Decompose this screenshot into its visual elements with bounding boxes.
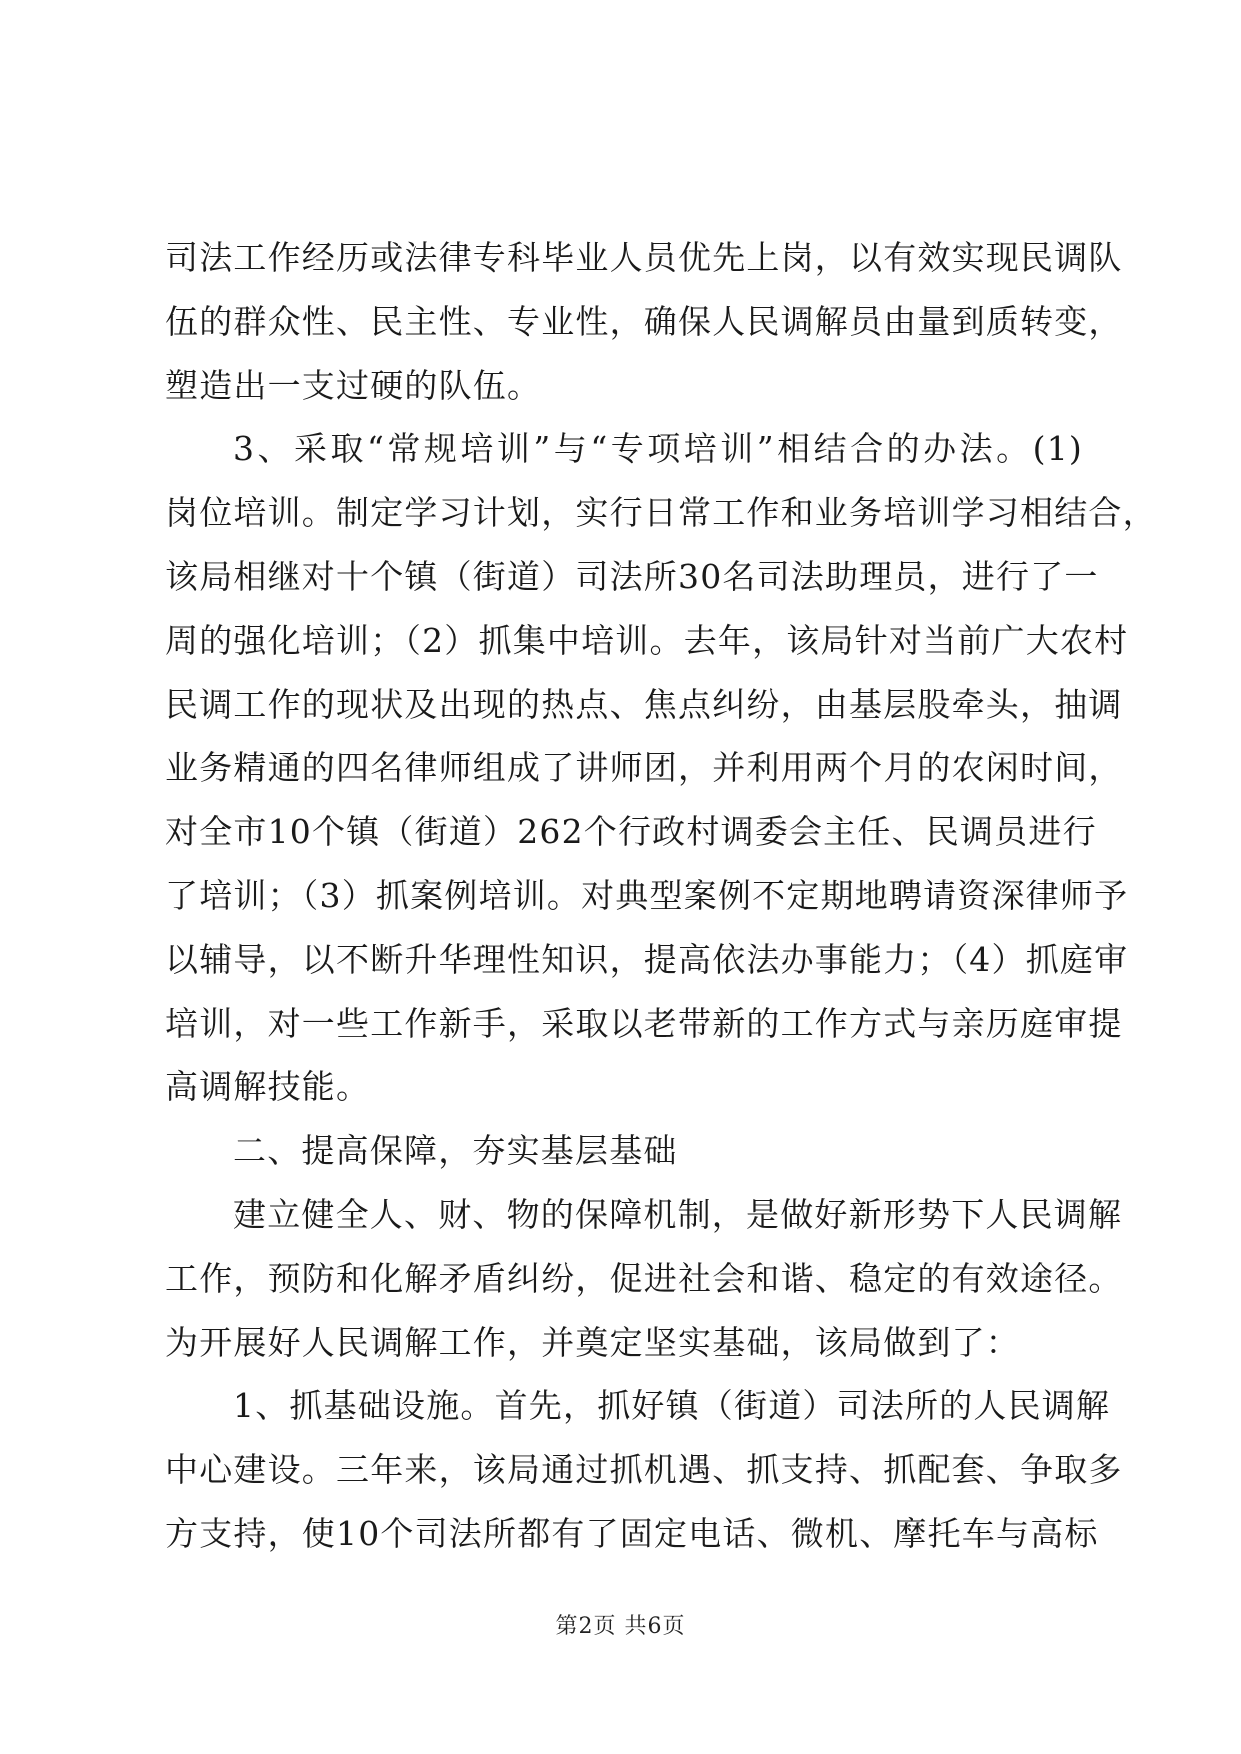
paragraph-start-line: 建立健全人、财、物的保障机制，是做好新形势下人民调解 bbox=[233, 1194, 1123, 1234]
section-heading: 二、提高保障，夯实基层基础 bbox=[233, 1131, 678, 1171]
paragraph-start-line: 3、采取“常规培训”与“专项培训”相结合的办法。(1) bbox=[233, 429, 1083, 469]
text-line: 工作，预防和化解矛盾纠纷，促进社会和谐、稳定的有效途径。 bbox=[165, 1258, 1123, 1298]
text-line: 民调工作的现状及出现的热点、焦点纠纷，由基层股牵头，抽调 bbox=[165, 684, 1123, 724]
page-number-footer: 第2页 共6页 bbox=[555, 1614, 686, 1639]
text-line: 伍的群众性、民主性、专业性，确保人民调解员由量到质转变， bbox=[165, 301, 1123, 341]
text-line: 方支持，使10个司法所都有了固定电话、微机、摩托车与高标 bbox=[165, 1513, 1099, 1553]
text-line: 岗位培训。制定学习计划，实行日常工作和业务培训学习相结合， bbox=[165, 493, 1157, 533]
text-line: 司法工作经历或法律专科毕业人员优先上岗，以有效实现民调队 bbox=[165, 238, 1123, 277]
text-line: 高调解技能。 bbox=[165, 1067, 371, 1107]
text-line: 塑造出一支过硬的队伍。 bbox=[165, 365, 542, 405]
text-line: 业务精通的四名律师组成了讲师团，并利用两个月的农闲时间， bbox=[165, 748, 1123, 788]
text-line: 为开展好人民调解工作，并奠定坚实基础，该局做到了： bbox=[165, 1322, 1020, 1362]
paragraph-start-line: 1、抓基础设施。首先，抓好镇（街道）司法所的人民调解 bbox=[233, 1386, 1111, 1426]
text-line: 以辅导，以不断升华理性知识，提高依法办事能力；（4）抓庭审 bbox=[165, 939, 1129, 979]
text-line: 了培训；（3）抓案例培训。对典型案例不定期地聘请资深律师予 bbox=[165, 875, 1129, 915]
text-line: 周的强化培训；（2）抓集中培训。去年，该局针对当前广大农村 bbox=[165, 620, 1129, 660]
document-body bbox=[165, 226, 1157, 1566]
text-line: 培训，对一些工作新手，采取以老带新的工作方式与亲历庭审提 bbox=[165, 1003, 1123, 1043]
text-line: 该局相继对十个镇（街道）司法所30名司法助理员，进行了一 bbox=[165, 556, 1099, 596]
text-line: 对全市10个镇（街道）262个行政村调委会主任、民调员进行 bbox=[165, 812, 1097, 852]
text-line: 中心建设。三年来，该局通过抓机遇、抓支持、抓配套、争取多 bbox=[165, 1450, 1123, 1490]
